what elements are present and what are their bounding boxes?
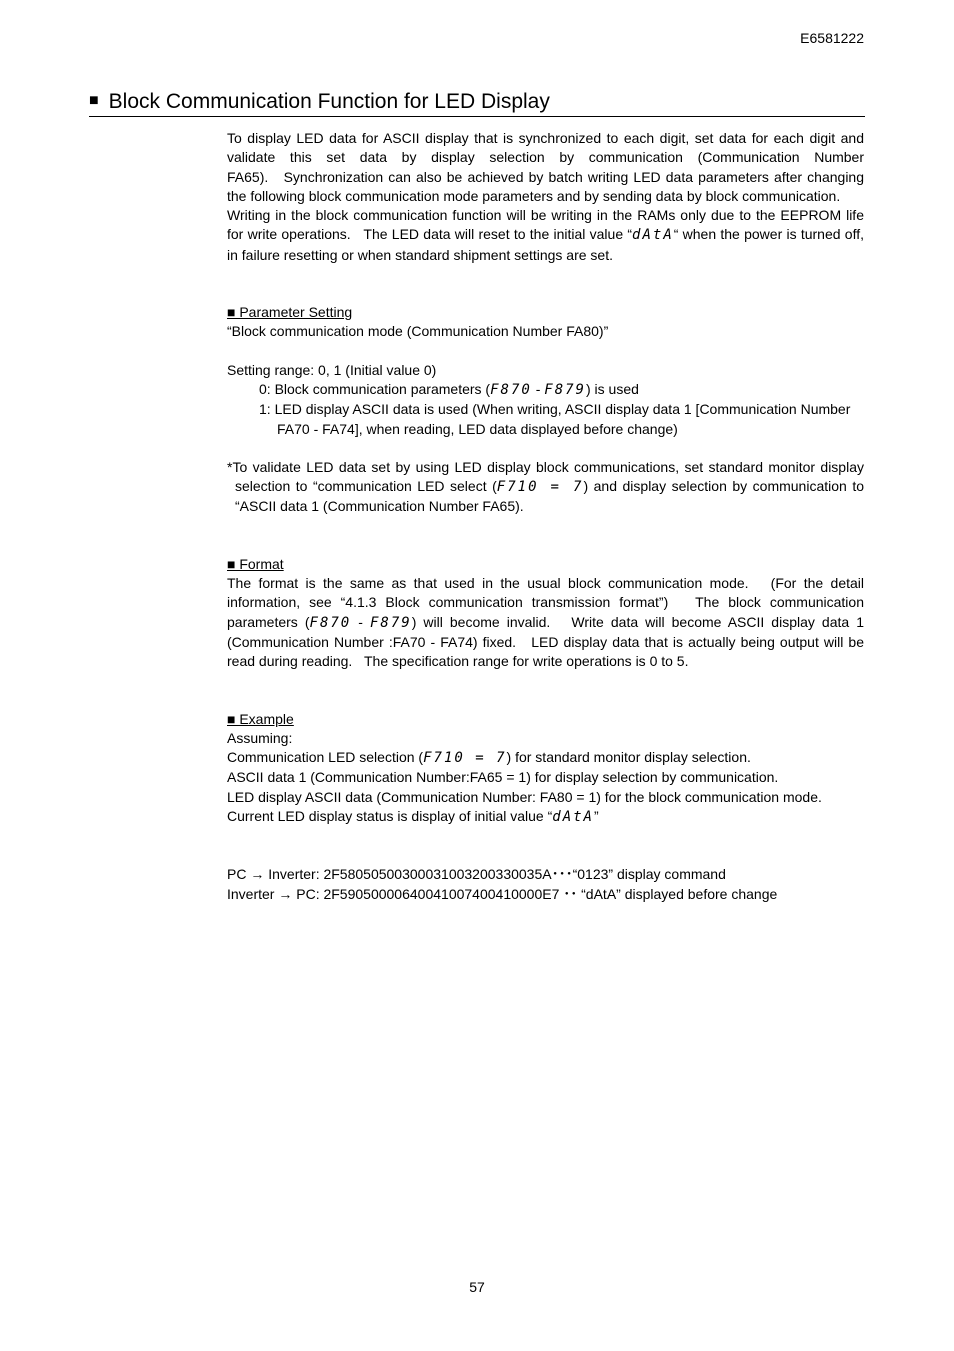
option-0-end: ) is used xyxy=(585,380,639,397)
parameter-setting-heading: ■ Parameter Setting xyxy=(227,304,353,321)
section-title xyxy=(89,90,865,114)
command-inverter-to-pc: Inverter → PC: 2F59050000640041007400410000E7 ･･ “dAtA” displayed before change xyxy=(227,885,778,902)
example-line-1-end: ) for standard monitor display selection. xyxy=(506,749,751,766)
example-line-4 xyxy=(227,807,864,827)
option-0-dash: - xyxy=(531,380,545,397)
example-line-4-end: ” xyxy=(593,808,599,825)
option-1: 1: LED display ASCII data is used (When writing, ASCII display data 1 [Communication Number FA70 - FA74], when reading, LED data displayed before change) xyxy=(259,401,851,437)
validation-note xyxy=(227,458,864,517)
setting-range: Setting range: 0, 1 (Initial value 0) xyxy=(227,361,437,378)
document-id: E6581222 xyxy=(800,30,864,46)
format-start: The format is the same as that used in the usual block communication mode. (For the detail information, see “4.1.3 Block communication transmission format”) The block communication parameters ( xyxy=(227,575,864,630)
intro-paragraph-2 xyxy=(227,206,864,265)
option-0 xyxy=(227,380,864,400)
note-start: *To validate LED data set by using LED display block communications, set standard monitor display selection to “communication LED select ( xyxy=(227,458,864,495)
led-segment-text: F710 = 7 xyxy=(423,750,507,767)
led-segment-text: F870 xyxy=(490,381,532,398)
square-bullet-icon: ■ xyxy=(89,92,99,109)
block-mode-label: “Block communication mode (Communication Number FA80)” xyxy=(227,323,609,340)
note-end: ) and display selection by communication to “ASCII data 1 (Communication Number FA65). xyxy=(235,478,865,515)
led-segment-text: dAtA xyxy=(632,227,674,244)
section-title-text: Block Communication Function for LED Display xyxy=(108,90,550,113)
led-segment-text: F879 xyxy=(544,381,586,398)
example-line-1 xyxy=(227,748,864,768)
format-dash: - xyxy=(351,613,370,630)
intro-p2-end: “ when the power is turned off, in failure resetting or when standard shipment settings are set. xyxy=(227,226,864,263)
led-segment-text: dAtA xyxy=(552,809,594,826)
format-end: ) will become invalid. Write data will become ASCII display data 1 (Communication Number :FA70 - FA74) fixed. LED display data that is actually being output will be read during reading. The specification range for write operations is 0 to 5. xyxy=(227,613,864,670)
format-paragraph xyxy=(227,574,864,671)
section-title-bar xyxy=(89,90,865,117)
intro-p2-start: Writing in the block communication function will be writing in the RAMs only due to the EEPROM life for write operations. The LED data will reset to the initial value “ xyxy=(227,207,864,243)
example-assuming: Assuming: xyxy=(227,729,293,746)
example-heading: ■ Example xyxy=(227,710,294,727)
example-line-1-start: Communication LED selection ( xyxy=(227,749,424,766)
option-0-start: 0: Block communication parameters ( xyxy=(259,380,491,397)
command-pc-to-inverter: PC → Inverter: 2F58050500300031003200330035A･･･“0123” display command xyxy=(227,866,726,883)
intro-paragraph-1: To display LED data for ASCII display that is synchronized to each digit, set data for each digit and validate this set data by display selection by communication (Communication Number FA65). Synchronization can also be achieved by batch writing LED data parameters after changing the following block communication mode parameters and by sending data by block communication. xyxy=(227,130,864,204)
led-segment-text: F870 xyxy=(309,614,352,631)
example-line-3: LED display ASCII data (Communication Number: FA80 = 1) for the block communication mode. xyxy=(227,788,822,805)
example-line-4-start: Current LED display status is display of initial value “ xyxy=(227,808,553,825)
format-heading: ■ Format xyxy=(227,555,284,572)
example-line-2: ASCII data 1 (Communication Number:FA65 = 1) for display selection by communication. xyxy=(227,769,779,786)
led-segment-text: F879 xyxy=(369,614,412,631)
document-body xyxy=(227,129,864,904)
led-segment-text: F710 = 7 xyxy=(496,479,584,496)
page-number: 57 xyxy=(469,1279,485,1295)
